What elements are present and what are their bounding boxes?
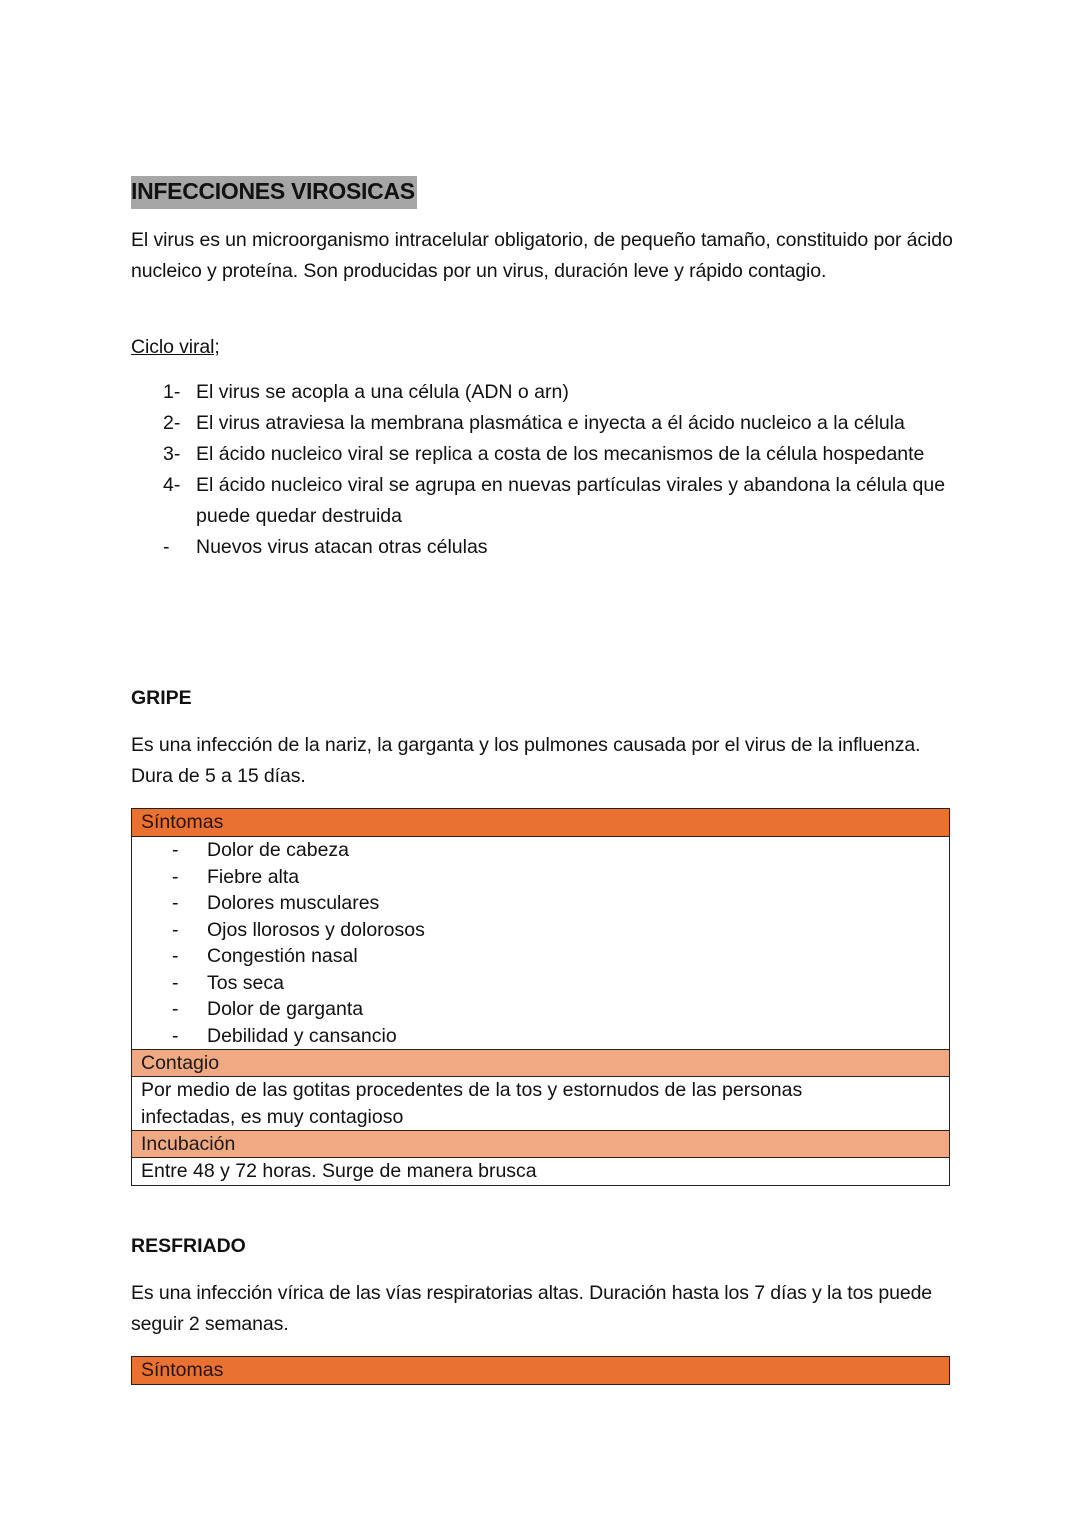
symptom-text: Congestión nasal bbox=[207, 945, 358, 967]
list-marker: 2- bbox=[163, 412, 181, 434]
dash-bullet: - bbox=[172, 892, 179, 914]
list-marker: - bbox=[163, 536, 170, 558]
resfriado-heading: RESFRIADO bbox=[131, 1235, 246, 1257]
gripe-description: Es una infección de la nariz, la garganta y los pulmones causada por el virus de la influenza. Dura de 5 a 15 días. bbox=[131, 734, 921, 787]
list-item bbox=[163, 408, 963, 439]
dash-bullet: - bbox=[172, 998, 179, 1020]
page-title: INFECCIONES VIROSICAS bbox=[131, 176, 417, 209]
incubacion-cell: Entre 48 y 72 horas. Surge de manera brusca bbox=[132, 1158, 949, 1185]
symptom-item bbox=[172, 970, 949, 997]
symptom-text: Dolor de garganta bbox=[207, 998, 364, 1020]
list-item bbox=[163, 532, 963, 563]
symptom-text: Debilidad y cansancio bbox=[207, 1024, 397, 1047]
list-text: Nuevos virus atacan otras células bbox=[196, 536, 488, 558]
symptom-text: Ojos llorosos y dolorosos bbox=[207, 918, 425, 941]
dash-bullet: - bbox=[172, 865, 179, 888]
list-marker: 1- bbox=[163, 381, 181, 403]
sintomas-header: Síntomas bbox=[132, 809, 949, 837]
gripe-heading: GRIPE bbox=[131, 687, 192, 709]
contagio-header: Contagio bbox=[132, 1049, 949, 1077]
gripe-table bbox=[131, 808, 950, 1186]
symptom-text: Dolor de cabeza bbox=[207, 839, 350, 861]
list-item bbox=[163, 470, 963, 532]
symptom-item bbox=[172, 917, 949, 944]
list-marker: 3- bbox=[163, 443, 181, 465]
ciclo-viral-list bbox=[163, 377, 963, 563]
list-text: El virus se acopla a una célula (ADN o arn) bbox=[196, 381, 569, 403]
sintomas-header: Síntomas bbox=[132, 1357, 949, 1384]
ciclo-viral-heading: Ciclo viral; bbox=[131, 336, 220, 358]
symptom-item bbox=[172, 1023, 949, 1050]
symptom-text: Tos seca bbox=[207, 971, 284, 994]
intro-paragraph: El virus es un microorganismo intracelular obligatorio, de pequeño tamaño, constituido por ácido nucleico y proteína. Son producidas por un virus, duración leve y rápido contagio. bbox=[131, 229, 953, 282]
dash-bullet: - bbox=[172, 918, 179, 941]
list-text: El ácido nucleico viral se replica a costa de los mecanismos de la célula hospedante bbox=[196, 443, 925, 465]
symptom-item bbox=[172, 837, 949, 864]
dash-bullet: - bbox=[172, 1024, 179, 1047]
dash-bullet: - bbox=[172, 945, 179, 967]
list-item bbox=[163, 439, 963, 470]
resfriado-table bbox=[131, 1356, 950, 1385]
dash-bullet: - bbox=[172, 839, 179, 861]
list-item bbox=[163, 377, 963, 408]
symptom-item bbox=[172, 890, 949, 917]
contagio-cell: Por medio de las gotitas procedentes de la tos y estornudos de las personas infectadas, es muy contagioso bbox=[132, 1077, 949, 1130]
sintomas-list bbox=[132, 837, 949, 1049]
resfriado-description: Es una infección vírica de las vías respiratorias altas. Duración hasta los 7 días y la tos puede seguir 2 semanas. bbox=[131, 1282, 933, 1335]
list-text: El virus atraviesa la membrana plasmática e inyecta a él ácido nucleico a la célula bbox=[196, 412, 905, 434]
dash-bullet: - bbox=[172, 971, 179, 994]
symptom-item bbox=[172, 996, 949, 1023]
incubacion-header: Incubación bbox=[132, 1130, 949, 1158]
list-text: El ácido nucleico viral se agrupa en nuevas partículas virales y abandona la célula que puede quedar destruida bbox=[196, 474, 946, 527]
list-marker: 4- bbox=[163, 474, 181, 496]
symptom-text: Dolores musculares bbox=[207, 892, 380, 914]
symptom-item bbox=[172, 943, 949, 970]
symptom-item bbox=[172, 864, 949, 891]
symptom-text: Fiebre alta bbox=[207, 865, 300, 888]
